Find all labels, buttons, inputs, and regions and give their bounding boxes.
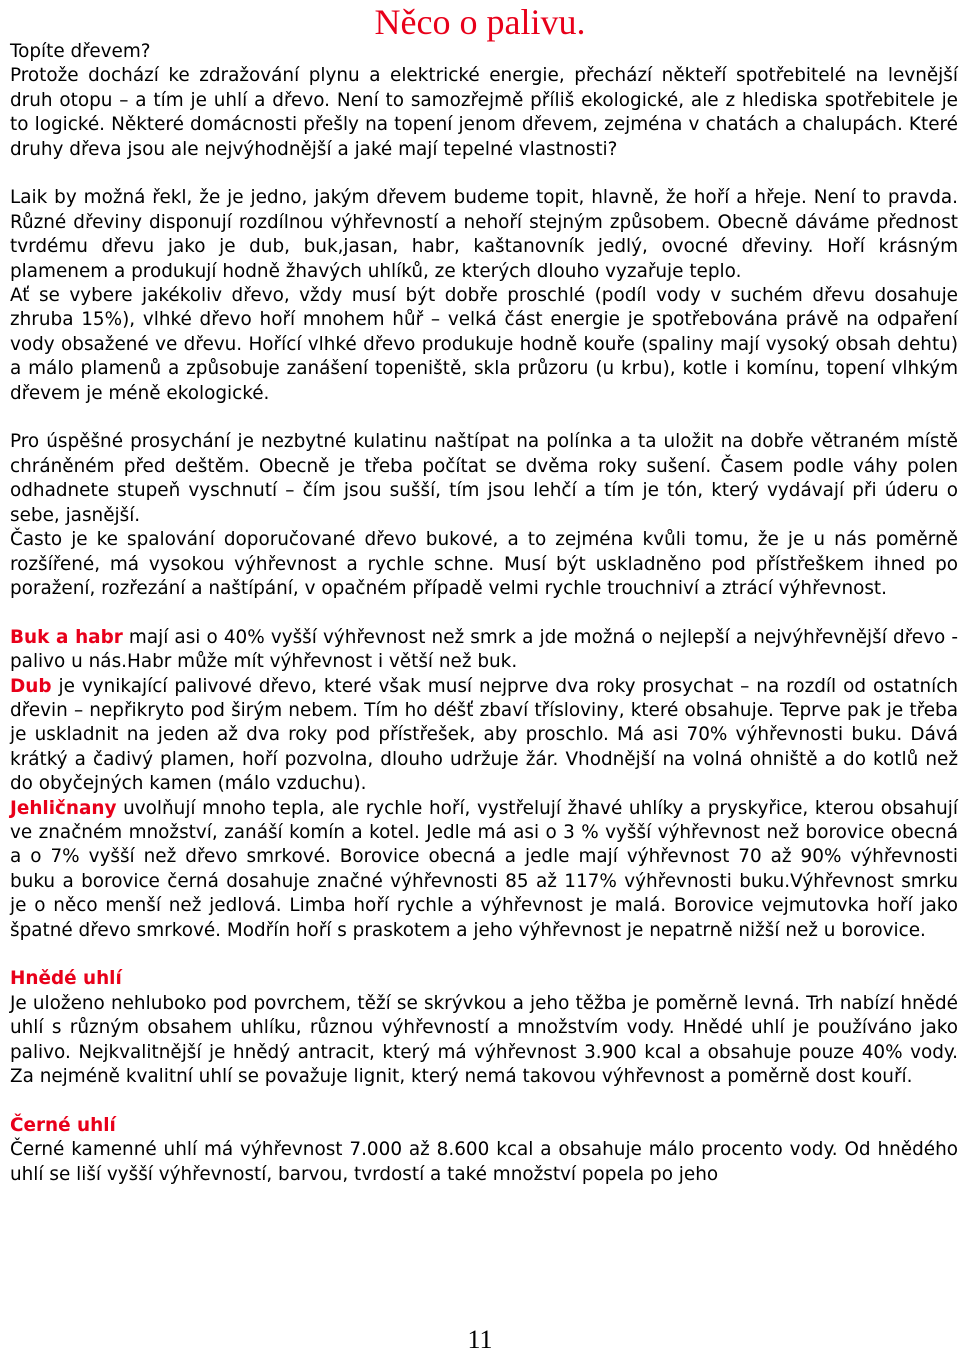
page-number: 11 — [467, 1325, 493, 1354]
page-title: Něco o palivu. — [374, 2, 586, 42]
spacer — [10, 601, 958, 625]
paragraph-brown-coal: Je uloženo nehluboko pod povrchem, těží se skrývkou a jeho těžba je poměrně levná. Trh nabízí hnědé uhlí s různým obsahem uhlíku, různou výhřevností a množstvím vody. Hnědé uhlí je používáno jako palivo. Nejkvalitnější je hnědý antracit, který má výhřevnost 3.900 kcal a obsahuje pouze 40% vody. Za nejméně kvalitní uhlí se považuje lignit, který nemá takovou výhřevnost a poměrně dost kouří. — [10, 992, 958, 1087]
paragraph-beech: Často je ke spalování doporučované dřevo bukové, a to zejména kvůli tomu, že je u nás poměrně rozšířené, má vysokou výhřevnost a rychle schne. Musí být uskladněno pod přístřeškem ihned po poražení, rozřezání a naštípání, v opačném případě velmi rychle trouchniví a ztrácí výhřevnost. — [10, 529, 958, 599]
paragraph-jehlicnany — [10, 797, 958, 943]
buk-habr-text: mají asi o 40% vyšší výhřevnost než smrk a jde možná o nejlepší a nejvýhřevnější dřevo - palivo u nás.Habr může mít výhřevnost i větší než buk. — [10, 626, 958, 673]
heading-brown-coal: Hnědé uhlí — [10, 968, 122, 990]
paragraph-black-coal: Černé kamenné uhlí má výhřevnost 7.000 až 8.600 kcal a obsahuje málo procento vody. Od hnědého uhlí se liší vyšší výhřevností, barvou, tvrdostí a také množství popela po jeho — [10, 1139, 958, 1185]
spacer — [10, 406, 958, 430]
jehlicnany-text: uvolňují mnoho tepla, ale rychle hoří, vystřelují žhavé uhlíky a pryskyřice, kterou obsahují ve značném množství, zanáší komín a kotel. Jedle má asi o 3 % vyšší výhřevnost než borovice obecná a o 7% vyšší než dřevo smrkové. Borovice obecná a jedle mají výhřevnost 70 až 90% výhřevnosti buku a borovice černá dosahuje značné výhřevnosti 85 až 117% výhřevnosti buku.Výhřevnost smrku je o něco menší než jedlová. Limba hoří rychle a výhřevnost je malá. Borovice vejmutovka hoří jako špatné dřevo smrkové. Modřín hoří s praskotem a jeho výhřevnost je nepatrně nižší než u borovice. — [10, 797, 958, 941]
spacer — [10, 943, 958, 967]
paragraph-seasoning: Pro úspěšné prosychání je nezbytné kulatinu naštípat na polínka a ta uložit na dobře větraném místě chráněném před deštěm. Obecně je třeba počítat se dvěma roky sušení. Časem podle váhy polen odhadnete stupeň vyschnutí – čím jsou sušší, tím jsou lehčí a tím je tón, který vydávají při úderu o sebe, jasnější. — [10, 431, 958, 526]
heading-black-coal: Černé uhlí — [10, 1114, 116, 1136]
paragraph-drying: Ať se vybere jakékoliv dřevo, vždy musí být dobře proschlé (podíl vody v suchém dřevu dosahuje zhruba 15%), vlhké dřevo hoří mnohem hůř – velká část energie je spotřebována právě na odpaření vody obsažené ve dřevu. Hořící vlhké dřevo produkuje hodně kouře (spaliny mají vysoký obsah dehtu) a málo plamenů a způsobuje zanášení topeniště, skla průzoru (u krbu), kotle i komínu, topení vlhkým dřevem je méně ekologické. — [10, 285, 958, 404]
jehlicnany-label: Jehličnany — [10, 797, 117, 819]
article-body — [10, 40, 958, 1187]
paragraph-dub — [10, 675, 958, 797]
dub-label: Dub — [10, 675, 52, 697]
spacer — [10, 1089, 958, 1113]
paragraph-intro: Protože dochází ke zdražování plynu a elektrické energie, přechází někteří spotřebitelé na levnější druh otopu – a tím je uhlí a dřevo. Není to samozřejmě příliš ekologické, ale z hlediska spotřebitele je to logické. Některé domácnosti přešly na topení jenom dřevem, zejména v chatách a chalupách. Které druhy dřeva jsou ale nejvýhodnější a jaké mají tepelné vlastnosti? — [10, 65, 958, 160]
paragraph-hardwood: Laik by možná řekl, že je jedno, jakým dřevem budeme topit, hlavně, že hoří a hřeje. Není to pravda. Různé dřeviny disponují rozdílnou výhřevností a nehoří stejným způsobem. Obecně dáváme přednost tvrdému dřevu jako je dub, buk,jasan, habr, kaštanovník jedlý, ovocné dřeviny. Hoří krásným plamenem a produkují hodně žhavých uhlíků, ze kterých dlouho vyzařuje teplo. — [10, 187, 958, 282]
spacer — [10, 162, 958, 186]
paragraph-buk-habr — [10, 626, 958, 675]
intro-question: Topíte dřevem? — [10, 41, 151, 62]
buk-habr-label: Buk a habr — [10, 626, 123, 648]
dub-text: je vynikající palivové dřevo, které však musí nejprve dva roky prosychat – na rozdíl od ostatních dřevin – nepřikryto pod širým nebem. Tím ho déšť zbaví třísloviny, které obsahuje. Teprve pak je třeba je uskladnit na jeden až dva roky pod přístřešek, aby proschlo. Má asi 70% výhřevnosti buku. Dává krátký a čadivý plamen, hoří pozvolna, dlouho udržuje žár. Vhodnější na volná ohniště a do kotlů než do obyčejných kamen (málo vzduchu). — [10, 675, 958, 795]
